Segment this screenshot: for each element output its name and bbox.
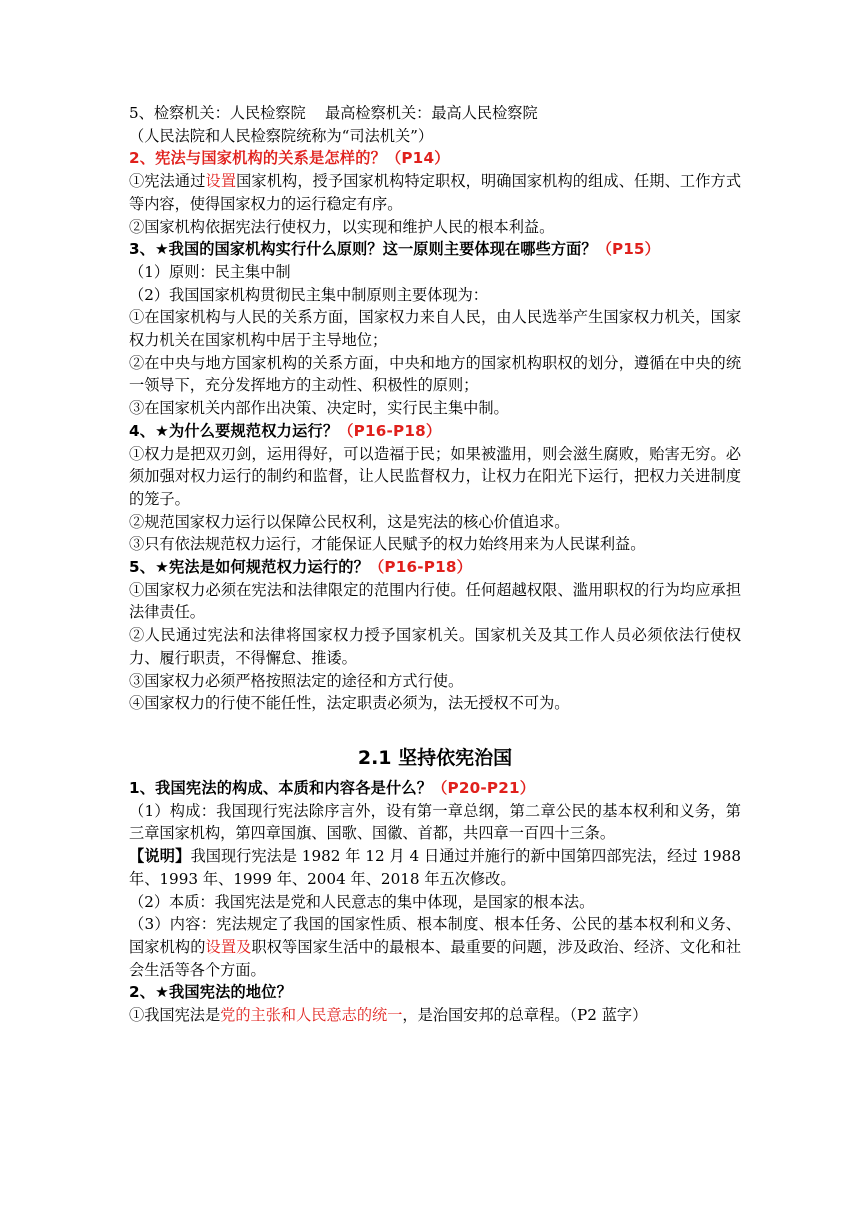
question-text: 1、我国宪法的构成、本质和内容各是什么？ [129,778,433,797]
answer-paragraph: ③在国家机关内部作出决策、决定时，实行民主集中制。 [129,399,509,418]
answer-text: ①我国宪法是 [129,1006,221,1025]
question-heading [129,420,741,443]
text-line: 5、检察机关：人民检察院 最高检察机关：最高人民检察院 [129,104,538,122]
question-heading [129,777,741,800]
answer-paragraph: ②国家机构依据宪法行使权力，以实现和维护人民的根本利益。 [129,217,555,236]
highlight-text: 设置 [205,172,237,191]
answer-paragraph: ③只有依法规范权力运行，才能保证人民赋予的权力始终用来为人民谋利益。 [129,535,646,554]
question-text: 3、★我国的国家机构实行什么原则？这一原则主要体现在哪些方面？ [129,240,597,259]
answer-paragraph: （1）构成：我国现行宪法除序言外，设有第一章总纲，第二章公民的基本权利和义务，第三章国家机构，第四章国旗、国歌、国徽、首都，共四章一百四十三条。 [129,801,741,843]
document-content [129,102,741,1027]
page-reference: （P20-P21） [432,778,536,797]
question-heading [129,238,741,261]
page-reference: （P16-P18） [369,558,473,577]
page-reference: （P15） [596,240,660,259]
note-label: 【说明】 [129,847,191,866]
answer-paragraph: ②人民通过宪法和法律将国家权力授予国家机关。国家机关及其工作人员必须依法行使权力、履行职责，不得懈怠、推诿。 [129,626,741,667]
question-heading: 2、★我国宪法的地位？ [129,983,293,1002]
answer-paragraph: ②规范国家权力运行以保障公民权利，这是宪法的核心价值追求。 [129,512,570,531]
answer-paragraph: ①国家权力必须在宪法和法律限定的范围内行使。任何超越权限、滥用职权的行为均应承担法律责任。 [129,580,741,622]
answer-paragraph [129,845,741,890]
answer-paragraph: （2）本质：我国宪法是党和人民意志的集中体现，是国家的根本法。 [129,892,595,911]
section-title: 2.1 坚持依宪治国 [357,746,513,769]
page-reference: （P16-P18） [338,421,442,440]
answer-text: 职权等国家生活中的最根本、最重要的问题，涉及政治、经济、文化和社会生活等各个方面。 [129,937,742,979]
answer-text: ①宪法通过 [129,172,206,191]
highlight-text: 设置及 [205,937,252,956]
answer-paragraph [129,913,741,981]
answer-paragraph: ④国家权力的行使不能任性，法定职责必须为，法无授权不可为。 [129,694,570,713]
answer-paragraph [129,170,741,215]
answer-paragraph: ①权力是把双刃剑，运用得好，可以造福于民；如果被滥用，则会滋生腐败，贻害无穷。必须加强对权力运行的制约和监督，让人民监督权力，让权力在阳光下运行，把权力关进制度的笼子。 [129,444,741,508]
answer-paragraph: ①在国家机构与人民的关系方面，国家权力来自人民，由人民选举产生国家权力机关，国家权力机关在国家机构中居于主导地位； [129,308,741,350]
answer-paragraph: ③国家权力必须严格按照法定的途径和方式行使。 [129,671,464,690]
question-heading: 2、宪法与国家机构的关系是怎样的？（P14） [129,149,450,168]
question-text: 4、★为什么要规范权力运行？ [129,421,339,440]
answer-text: 国家机构，授予国家机构特定职权，明确国家机构的组成、任期、工作方式等内容，使得国家权力的运行稳定有序。 [129,172,742,213]
answer-text: 我国现行宪法是 1982 年 12 月 4 日通过并施行的新中国第四部宪法，经过 1988 年、1993 年、1999 年、2004 年、2018 年五次修改。 [129,847,741,888]
answer-paragraph [129,1004,741,1027]
answer-paragraph: ②在中央与地方国家机构的关系方面，中央和地方的国家机构职权的划分，遵循在中央的统一领导下，充分发挥地方的主动性、积极性的原则； [129,353,741,395]
answer-text: ，是治国安邦的总章程。（P2 蓝字） [402,1006,648,1025]
answer-text: （3）内容：宪法规定了我国的国家性质、根本制度、根本任务、公民的基本权利和义务、国家机构的 [129,915,741,956]
question-text: 5、★宪法是如何规范权力运行的？ [129,558,370,577]
question-heading [129,556,741,579]
answer-paragraph: （2）我国国家机构贯彻民主集中制原则主要体现为： [129,285,488,304]
highlight-text: 党的主张和人民意志的统一 [220,1006,403,1025]
text-line: （人民法院和人民检察院统称为“司法机关”） [129,126,434,145]
answer-paragraph: （1）原则：民主集中制 [129,262,291,281]
